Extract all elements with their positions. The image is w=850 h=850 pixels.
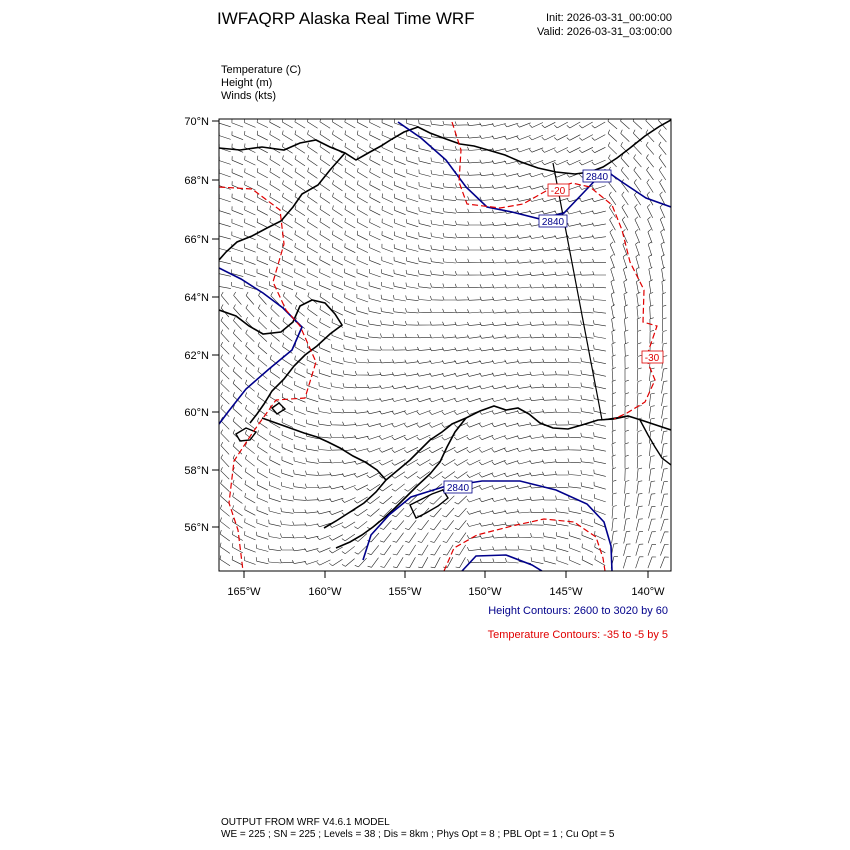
- lat-label: 68°N: [184, 175, 209, 187]
- variable-winds: Winds (kts): [221, 90, 276, 102]
- height-contour-south: [363, 481, 612, 571]
- variable-height: Height (m): [221, 77, 273, 89]
- lon-label: 160°W: [308, 586, 342, 598]
- chart-title: IWFAQRP Alaska Real Time WRF: [217, 9, 475, 28]
- svg-text:2840: 2840: [585, 172, 609, 183]
- svg-text:-30: -30: [644, 353, 660, 364]
- lat-label: 58°N: [184, 465, 209, 477]
- valid-time: Valid: 2026-03-31_03:00:00: [537, 26, 672, 38]
- lon-label: 150°W: [468, 586, 502, 598]
- model-settings: WE = 225 ; SN = 225 ; Levels = 38 ; Dis = 8km ; Phys Opt = 8 ; PBL Opt = 1 ; Cu Opt = 5: [221, 829, 615, 840]
- svg-text:-20: -20: [550, 186, 566, 197]
- temperature-label: [642, 351, 663, 364]
- lon-label: 165°W: [227, 586, 261, 598]
- svg-text:2840: 2840: [446, 483, 470, 494]
- coastline-south: [262, 406, 671, 528]
- longitude-axis: [227, 571, 665, 598]
- lat-label: 70°N: [184, 116, 209, 128]
- lat-label: 62°N: [184, 350, 209, 362]
- coastline-southeast: [640, 420, 671, 465]
- lon-label: 155°W: [388, 586, 422, 598]
- lat-label: 64°N: [184, 292, 209, 304]
- height-label: [444, 481, 472, 494]
- variable-temperature: Temperature (C): [221, 64, 302, 76]
- svg-text:2840: 2840: [541, 217, 565, 228]
- lon-label: 145°W: [549, 586, 583, 598]
- temperature-contour-north: [452, 122, 657, 419]
- lon-label: 140°W: [631, 586, 665, 598]
- coastline-north: [219, 120, 671, 174]
- model-info: OUTPUT FROM WRF V4.6.1 MODEL: [221, 817, 390, 828]
- lat-label: 66°N: [184, 234, 209, 246]
- height-contour-west: [219, 268, 302, 424]
- border-line: [550, 163, 628, 420]
- lat-label: 56°N: [184, 522, 209, 534]
- lat-label: 60°N: [184, 407, 209, 419]
- height-contour-legend: Height Contours: 2600 to 3020 by 60: [488, 605, 668, 617]
- temperature-contour-legend: Temperature Contours: -35 to -5 by 5: [487, 629, 668, 641]
- temperature-label: [548, 184, 569, 197]
- latitude-axis: [184, 116, 219, 534]
- temperature-contour-south: [444, 519, 605, 571]
- height-label: [539, 215, 567, 228]
- height-label: [583, 170, 611, 183]
- init-time: Init: 2026-03-31_00:00:00: [546, 12, 672, 24]
